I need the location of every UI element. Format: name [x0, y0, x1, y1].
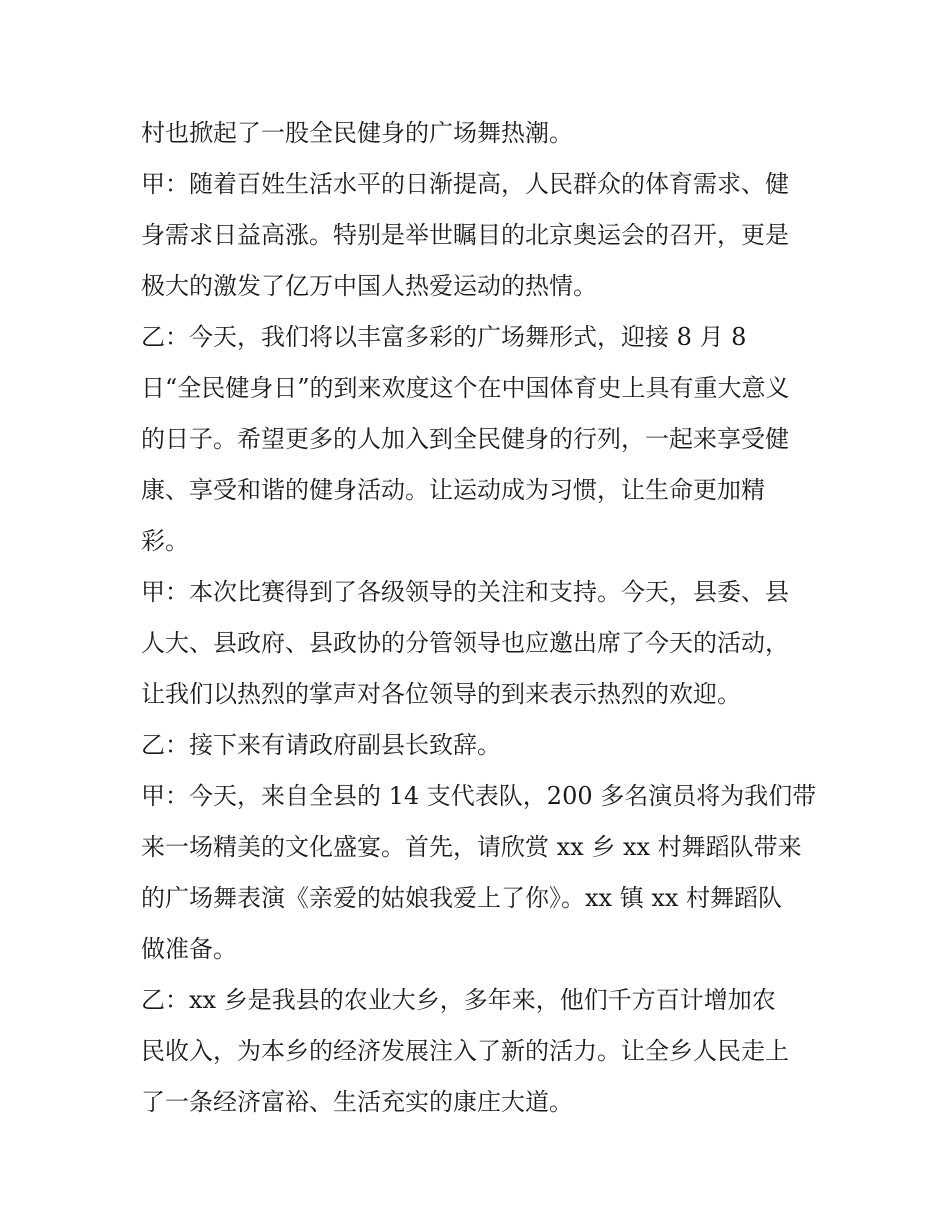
text-line: 乙：xx 乡是我县的农业大乡，多年来，他们千方百计增加农 — [141, 986, 776, 1014]
text-line: 乙：今天，我们将以丰富多彩的广场舞形式，迎接 8 月 8 — [141, 323, 747, 351]
text-line: 甲：本次比赛得到了各级领导的关注和支持。今天，县委、县 — [141, 578, 789, 606]
text-line: 人大、县政府、县政协的分管领导也应邀出席了今天的活动， — [141, 629, 789, 657]
text-line: 的日子。希望更多的人加入到全民健身的行列，一起来享受健 — [141, 425, 789, 453]
text-line: 甲：随着百姓生活水平的日渐提高，人民群众的体育需求、健 — [141, 170, 789, 198]
text-line: 来一场精美的文化盛宴。首先，请欣赏 xx 乡 xx 村舞蹈队带来 — [141, 833, 802, 861]
text-line: 民收入，为本乡的经济发展注入了新的活力。让全乡人民走上 — [141, 1037, 789, 1065]
text-line: 日“全民健身日”的到来欢度这个在中国体育史上具有重大意义 — [141, 374, 790, 402]
text-line: 康、享受和谐的健身活动。让运动成为习惯，让生命更加精 — [141, 476, 765, 504]
text-line: 的广场舞表演《亲爱的姑娘我爱上了你》。xx 镇 xx 村舞蹈队 — [141, 884, 783, 912]
text-line: 村也掀起了一股全民健身的广场舞热潮。 — [141, 119, 573, 147]
text-line: 了一条经济富裕、生活充实的康庄大道。 — [141, 1088, 573, 1116]
text-line: 身需求日益高涨。特别是举世瞩目的北京奥运会的召开，更是 — [141, 221, 789, 249]
text-line: 极大的激发了亿万中国人热爱运动的热情。 — [141, 272, 597, 300]
text-line: 乙：接下来有请政府副县长致辞。 — [141, 731, 501, 759]
text-line: 彩。 — [141, 527, 189, 555]
text-line: 甲：今天，来自全县的 14 支代表队，200 多名演员将为我们带 — [141, 782, 817, 810]
text-line: 做准备。 — [141, 935, 237, 963]
document-body — [141, 108, 821, 1128]
text-line: 让我们以热烈的掌声对各位领导的到来表示热烈的欢迎。 — [141, 680, 741, 708]
